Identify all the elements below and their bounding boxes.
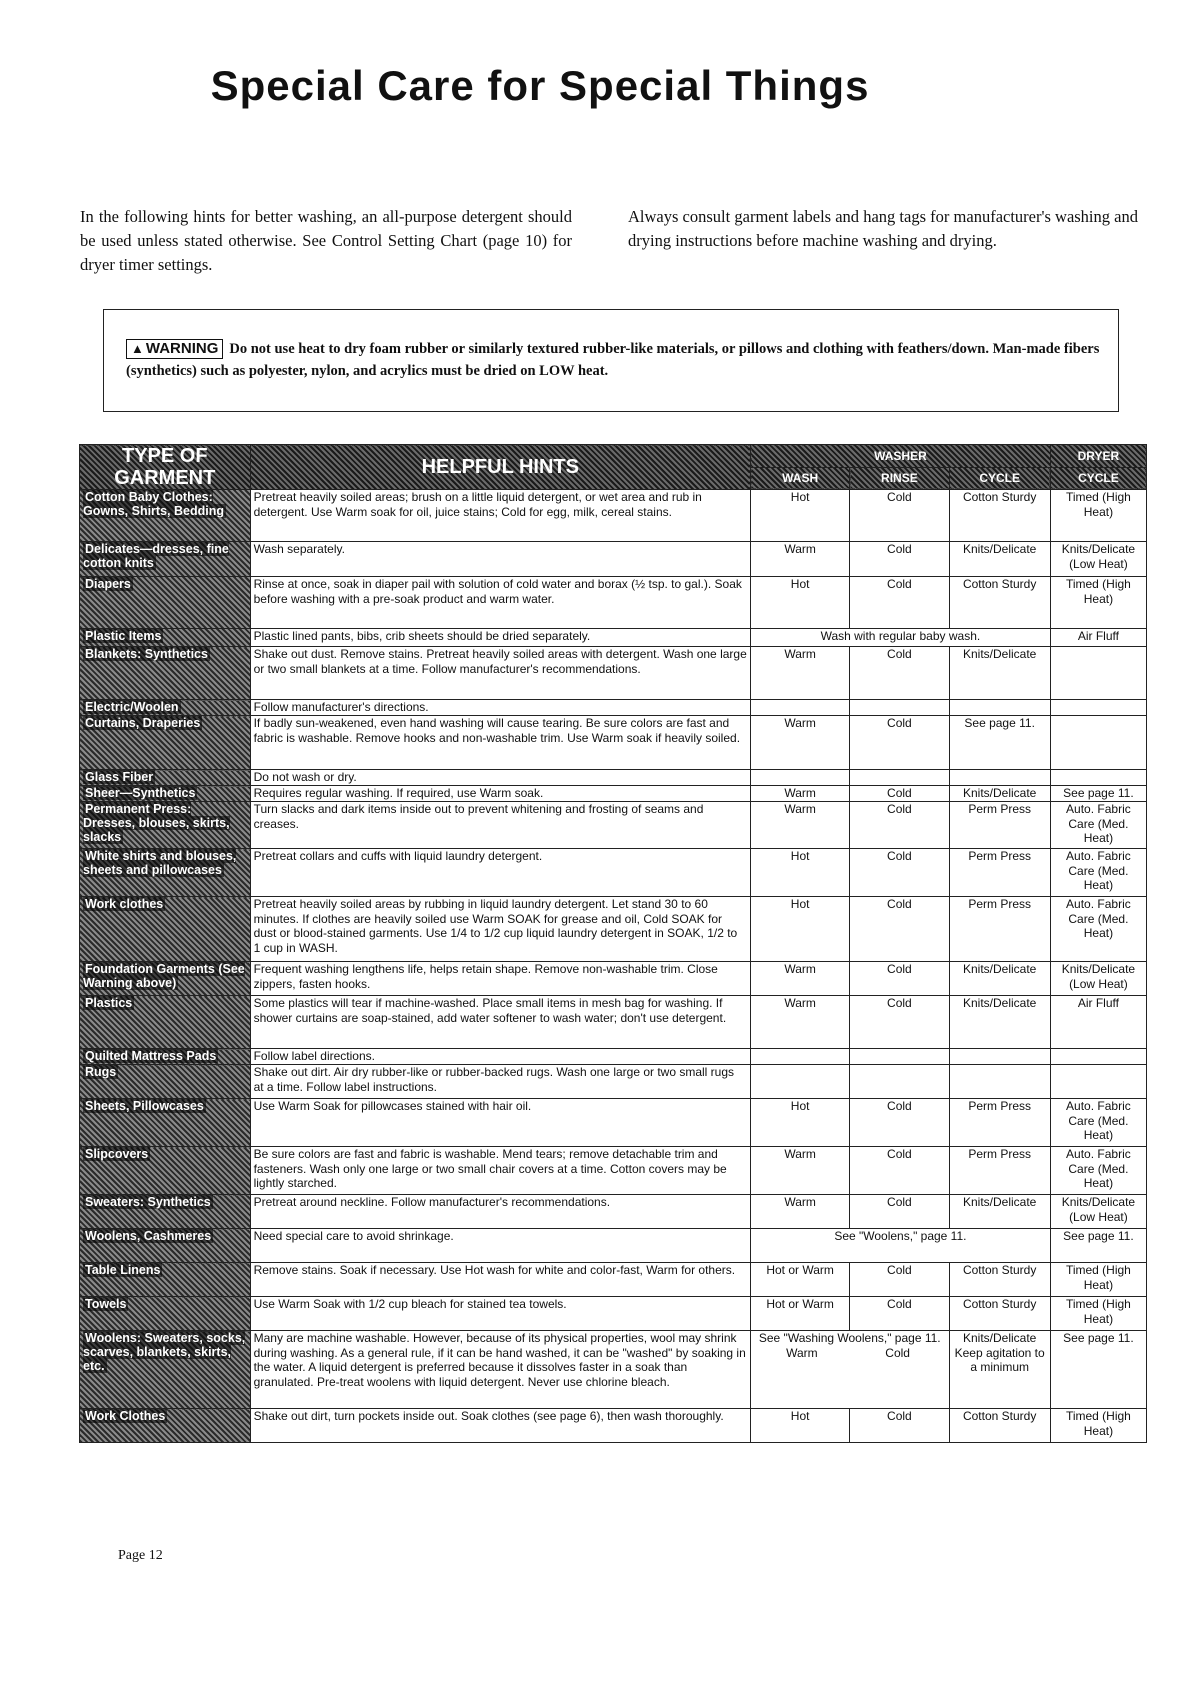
rinse-cell: Cold [850,1409,949,1443]
wash-cell: Warm [751,647,850,700]
intro-left: In the following hints for better washing, an all-purpose detergent should be used unless stated otherwise. See Control Setting Chart (page 10) for dryer timer settings. [80,207,572,274]
table-row [80,490,1147,542]
table-row [80,1409,1147,1443]
dryer-cycle-cell: Auto. Fabric Care (Med. Heat) [1050,1099,1146,1147]
hint-cell: Pretreat heavily soiled areas; brush on a little liquid detergent, or wet area and rub in detergent. Use Warm soak for oil, juice stains; Cold for egg, milk, cereal stains. [250,490,750,542]
hint-cell: Use Warm Soak with 1/2 cup bleach for stained tea towels. [250,1297,750,1331]
table-row [80,1331,1147,1409]
garment-cell [80,1147,251,1195]
dryer-cycle-cell: Timed (High Heat) [1050,490,1146,542]
hint-cell: Follow label directions. [250,1049,750,1065]
dryer-cycle-cell: Timed (High Heat) [1050,1297,1146,1331]
hint-cell: Some plastics will tear if machine-washed. Place small items in mesh bag for washing. If shower curtains are soap-stained, add water softener to wash water; don't use detergent. [250,996,750,1049]
dryer-cycle-cell: Auto. Fabric Care (Med. Heat) [1050,897,1146,962]
wash-cell: Warm [751,1195,850,1229]
wash-cell: Warm [751,786,850,802]
header-rinse: RINSE [850,467,949,490]
garment-label: Quilted Mattress Pads [85,1049,217,1063]
rinse-cell [850,700,949,716]
garment-label: Blankets: Synthetics [85,647,208,661]
warning-badge [126,339,223,359]
garment-label: Delicates—dresses, fine cotton knits [83,542,229,570]
washer-span-cell: Wash with regular baby wash. [751,629,1051,647]
washer-cycle-cell: Perm Press [949,897,1050,962]
dryer-cycle-cell [1050,647,1146,700]
rinse-cell: Cold [850,577,949,629]
table-row [80,802,1147,849]
washer-cycle-cell: Knits/Delicate [949,962,1050,996]
dryer-cycle-cell: Air Fluff [1050,996,1146,1049]
garment-cell [80,1065,251,1099]
table-row [80,786,1147,802]
garment-cell [80,1229,251,1263]
washer-cycle-cell: Cotton Sturdy [949,1409,1050,1443]
garment-cell [80,1263,251,1297]
wash-cell [751,1065,850,1099]
wash-cell: Hot [751,849,850,897]
header-dryer: DRYER [1050,445,1146,468]
header-helpful-hints: HELPFUL HINTS [250,445,750,490]
wash-cell: Warm [751,996,850,1049]
garment-cell [80,1195,251,1229]
wash-cell: Hot [751,1099,850,1147]
table-row [80,700,1147,716]
intro-right: Always consult garment labels and hang tags for manufacturer's washing and drying instructions before machine washing and drying. [628,207,1138,250]
dryer-cycle-cell: See page 11. [1050,786,1146,802]
wash-cell: Hot or Warm [751,1297,850,1331]
garment-label: Woolens, Cashmeres [85,1229,212,1243]
washer-cycle-cell: Perm Press [949,849,1050,897]
garment-cell [80,770,251,786]
garment-cell [80,849,251,897]
wash-cell: Warm [751,716,850,770]
rinse-cell: Cold [850,1099,949,1147]
washer-cycle-cell [949,770,1050,786]
hint-cell: Turn slacks and dark items inside out to prevent whitening and frosting of seams and creases. [250,802,750,849]
table-row [80,1263,1147,1297]
garment-label: Glass Fiber [85,770,154,784]
rinse-cell [850,1049,949,1065]
table-row [80,996,1147,1049]
washer-cycle-cell [949,1049,1050,1065]
garment-label: Plastics [85,996,133,1010]
rinse-cell [850,1065,949,1099]
garment-cell [80,1331,251,1409]
hint-cell: Follow manufacturer's directions. [250,700,750,716]
washer-cycle-cell: Cotton Sturdy [949,490,1050,542]
wash-cell: Warm [751,802,850,849]
garment-label: Sheets, Pillowcases [85,1099,204,1113]
washer-cycle-cell: Perm Press [949,1099,1050,1147]
hint-cell: Many are machine washable. However, because of its physical properties, wool may shrink during washing. As a general rule, if it can be hand washed, it can be "washed" by soaking in the water. A liquid detergent is preferred because it dissolves faster in a soak than granulated. Pre-treat woolens with liquid detergent. Never use chlorine bleach. [250,1331,750,1409]
dryer-cycle-cell: See page 11. [1050,1229,1146,1263]
wash-cell: Hot or Warm [751,1263,850,1297]
hint-cell: Do not wash or dry. [250,770,750,786]
hint-cell: Frequent washing lengthens life, helps retain shape. Remove non-washable trim. Close zippers, fasten hooks. [250,962,750,996]
dryer-cycle-cell: Air Fluff [1050,629,1146,647]
rinse-cell: Cold [850,1195,949,1229]
dryer-cycle-cell [1050,1049,1146,1065]
garment-label: Sheer—Synthetics [85,786,196,800]
wash-cell: Warm [751,542,850,577]
hint-cell: Wash separately. [250,542,750,577]
washer-cycle-cell: Knits/Delicate [949,786,1050,802]
garment-cell [80,786,251,802]
rinse-value: Cold [885,1345,910,1360]
garment-label: Work Clothes [85,1409,166,1423]
table-row [80,542,1147,577]
garment-label: Diapers [85,577,131,591]
header-dryer-cycle: CYCLE [1050,467,1146,490]
washer-cycle-cell [949,1065,1050,1099]
wash-cell: Hot [751,1409,850,1443]
header-washer-cycle: CYCLE [949,467,1050,490]
washer-cycle-cell: Knits/Delicate [949,647,1050,700]
dryer-cycle-cell: Auto. Fabric Care (Med. Heat) [1050,849,1146,897]
rinse-cell: Cold [850,897,949,962]
wash-cell [751,770,850,786]
garment-label: White shirts and blouses, sheets and pillowcases [83,849,237,877]
dryer-cycle-cell [1050,770,1146,786]
garment-label: Table Linens [85,1263,161,1277]
wash-cell: Hot [751,897,850,962]
hint-cell: Rinse at once, soak in diaper pail with solution of cold water and borax (½ tsp. to gal.). Soak before washing with a pre-soak product and warm water. [250,577,750,629]
rinse-cell: Cold [850,490,949,542]
garment-label: Sweaters: Synthetics [85,1195,211,1209]
garment-label: Slipcovers [85,1147,149,1161]
hint-cell: Plastic lined pants, bibs, crib sheets should be dried separately. [250,629,750,647]
rinse-cell: Cold [850,716,949,770]
table-row [80,1229,1147,1263]
garment-cell [80,577,251,629]
washer-note: See "Washing Woolens," page 11. [758,1331,941,1345]
washer-cycle-cell: Knits/Delicate [949,996,1050,1049]
dryer-cycle-cell: Auto. Fabric Care (Med. Heat) [1050,802,1146,849]
garment-label: Plastic Items [85,629,162,643]
washer-cycle-cell [949,700,1050,716]
header-wash: WASH [751,467,850,490]
garment-cell [80,1099,251,1147]
table-row [80,1049,1147,1065]
warning-text-block [126,338,1101,382]
washer-note-cell [751,1331,950,1409]
dryer-cycle-cell [1050,700,1146,716]
garment-label: Electric/Woolen [85,700,179,714]
hint-cell: Requires regular washing. If required, use Warm soak. [250,786,750,802]
washer-cycle-cell: Cotton Sturdy [949,1297,1050,1331]
dryer-cycle-cell: Knits/Delicate (Low Heat) [1050,542,1146,577]
garment-cell [80,1049,251,1065]
garment-cell [80,962,251,996]
care-table-body [80,490,1147,1443]
washer-cycle-cell: See page 11. [949,716,1050,770]
washer-cycle-cell: Cotton Sturdy [949,577,1050,629]
rinse-cell: Cold [850,1147,949,1195]
hint-cell: Use Warm Soak for pillowcases stained with hair oil. [250,1099,750,1147]
hint-cell: Remove stains. Soak if necessary. Use Hot wash for white and color-fast, Warm for others. [250,1263,750,1297]
garment-cell [80,897,251,962]
rinse-cell: Cold [850,802,949,849]
garment-cell [80,1297,251,1331]
rinse-cell: Cold [850,1297,949,1331]
warning-text: Do not use heat to dry foam rubber or similarly textured rubber-like materials, or pillows and clothing with feathers/down. Man-made fibers (synthetics) such as polyester, nylon, and acrylics must be dried on LOW heat. [126,341,1100,379]
dryer-cycle-cell: Knits/Delicate (Low Heat) [1050,962,1146,996]
rinse-cell: Cold [850,647,949,700]
garment-label: Woolens: Sweaters, socks, scarves, blankets, skirts, etc. [83,1331,246,1373]
washer-cycle-cell: Cotton Sturdy [949,1263,1050,1297]
rinse-cell: Cold [850,1263,949,1297]
washer-cycle-cell: Knits/Delicate [949,542,1050,577]
dryer-cycle-cell: Timed (High Heat) [1050,577,1146,629]
dryer-cycle-cell: Auto. Fabric Care (Med. Heat) [1050,1147,1146,1195]
warning-triangle-icon: ▲ [131,341,144,356]
washer-span-cell: See "Woolens," page 11. [751,1229,1051,1263]
wash-value: Warm [786,1345,818,1360]
garment-label: Foundation Garments (See Warning above) [83,962,245,990]
wash-cell [751,1049,850,1065]
dryer-cycle-cell: Timed (High Heat) [1050,1409,1146,1443]
warning-badge-label: WARNING [145,340,219,357]
garment-cell [80,1409,251,1443]
garment-cell [80,490,251,542]
garment-label: Permanent Press: Dresses, blouses, skirts, slacks [83,802,230,844]
washer-cycle-cell: Perm Press [949,802,1050,849]
garment-cell [80,700,251,716]
garment-label: Curtains, Draperies [85,716,201,730]
table-row [80,770,1147,786]
wash-cell: Warm [751,1147,850,1195]
page-number: Page 12 [118,1548,163,1563]
dryer-cycle-cell [1050,716,1146,770]
header-type-of-garment: TYPE OF GARMENT [80,445,251,490]
hint-cell: Shake out dirt, turn pockets inside out. Soak clothes (see page 6), then wash thoroughly. [250,1409,750,1443]
rinse-cell: Cold [850,786,949,802]
table-row [80,629,1147,647]
hint-cell: Shake out dirt. Air dry rubber-like or rubber-backed rugs. Wash one large or two small rugs at a time. Follow label instructions. [250,1065,750,1099]
garment-cell [80,647,251,700]
table-row [80,1099,1147,1147]
garment-cell [80,542,251,577]
rinse-cell [850,770,949,786]
rinse-cell: Cold [850,996,949,1049]
table-row [80,577,1147,629]
garment-label: Rugs [85,1065,117,1079]
dryer-cycle-cell: See page 11. [1050,1331,1146,1409]
table-row [80,897,1147,962]
dryer-cycle-cell: Knits/Delicate (Low Heat) [1050,1195,1146,1229]
washer-cycle-cell: Knits/Delicate [949,1195,1050,1229]
header-washer: WASHER [751,445,1051,468]
hint-cell: Be sure colors are fast and fabric is washable. Mend tears; remove detachable trim and fasteners. Wash only one large or two small chair covers at a time. Cotton covers may be lightly starched. [250,1147,750,1195]
wash-cell: Hot [751,490,850,542]
wash-cell [751,700,850,716]
table-row [80,962,1147,996]
wash-cell: Hot [751,577,850,629]
hint-cell: Need special care to avoid shrinkage. [250,1229,750,1263]
care-table [79,444,1147,1443]
table-row [80,1297,1147,1331]
page-title: Special Care for Special Things [210,62,870,109]
washer-cycle-cell: Knits/Delicate Keep agitation to a minimum [949,1331,1050,1409]
garment-cell [80,629,251,647]
table-row [80,1147,1147,1195]
table-row [80,716,1147,770]
hint-cell: If badly sun-weakened, even hand washing will cause tearing. Be sure colors are fast and fabric is washable. Remove hooks and non-washable trim. Use Warm soak if heavily soiled. [250,716,750,770]
rinse-cell: Cold [850,962,949,996]
garment-cell [80,996,251,1049]
hint-cell: Pretreat heavily soiled areas by rubbing in liquid laundry detergent. Let stand 30 to 60 minutes. If clothes are heavily soiled use Warm SOAK for grease and oil, Cold SOAK for dust or blood-stained garments. Use 1/4 to 1/2 cup liquid laundry detergent in SOAK, 1/2 to 1 cup in WASH. [250,897,750,962]
wash-cell: Warm [751,962,850,996]
hint-cell: Shake out dust. Remove stains. Pretreat heavily soiled areas with detergent. Wash one large or two small blankets at a time. Follow manufacturer's recommendations. [250,647,750,700]
garment-label: Cotton Baby Clothes: Gowns, Shirts, Bedding [83,490,224,518]
rinse-cell: Cold [850,542,949,577]
rinse-cell: Cold [850,849,949,897]
hint-cell: Pretreat around neckline. Follow manufacturer's recommendations. [250,1195,750,1229]
dryer-cycle-cell [1050,1065,1146,1099]
table-row [80,849,1147,897]
garment-label: Towels [85,1297,127,1311]
garment-cell [80,716,251,770]
table-row [80,1065,1147,1099]
garment-cell [80,802,251,849]
table-row [80,647,1147,700]
hint-cell: Pretreat collars and cuffs with liquid laundry detergent. [250,849,750,897]
garment-label: Work clothes [85,897,164,911]
dryer-cycle-cell: Timed (High Heat) [1050,1263,1146,1297]
washer-cycle-cell: Perm Press [949,1147,1050,1195]
table-row [80,1195,1147,1229]
